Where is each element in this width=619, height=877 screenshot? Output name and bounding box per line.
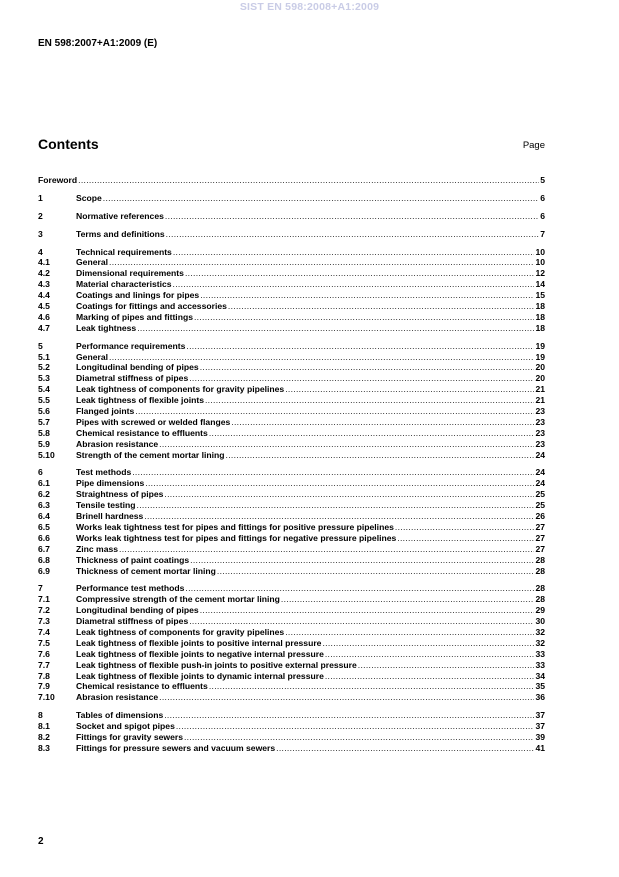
toc-entry-title: Leak tightness of flexible joints (76, 395, 204, 406)
toc-entry-title: General (76, 257, 109, 268)
toc-entry[interactable] (38, 743, 545, 754)
toc-dot-leader (200, 290, 534, 301)
toc-entry-number: 4.6 (38, 311, 50, 322)
toc-entry-page: 37 (535, 721, 545, 732)
toc-entry[interactable] (38, 323, 545, 334)
toc-entry-number: 5.2 (38, 362, 50, 373)
toc-dot-leader (78, 175, 539, 186)
toc-entry-number: 7.7 (38, 659, 50, 670)
toc-entry[interactable] (38, 257, 545, 268)
toc-entry-number: 6.2 (38, 489, 50, 500)
toc-entry-title: Coatings and linings for pipes (76, 290, 200, 301)
toc-entry[interactable] (38, 395, 545, 406)
toc-dot-leader (109, 352, 534, 363)
toc-entry-number: 8.2 (38, 731, 50, 742)
toc-entry-number: 4.3 (38, 279, 50, 290)
toc-dot-leader (166, 229, 540, 240)
toc-dot-leader (164, 489, 534, 500)
toc-entry[interactable] (38, 583, 545, 594)
toc-entry[interactable] (38, 555, 545, 566)
toc-entry[interactable] (38, 279, 545, 290)
toc-entry[interactable] (38, 732, 545, 743)
toc-entry-title: Tensile testing (76, 500, 136, 511)
toc-dot-leader (135, 406, 534, 417)
toc-dot-leader (159, 439, 534, 450)
toc-entry-title: Chemical resistance to effluents (76, 681, 208, 692)
toc-dot-leader (395, 522, 535, 533)
toc-entry[interactable] (38, 175, 545, 186)
toc-entry-number: 6 (38, 467, 43, 478)
toc-dot-leader (397, 533, 534, 544)
toc-entry-title: Pipe dimensions (76, 478, 145, 489)
toc-entry-page: 24 (535, 449, 545, 460)
table-of-contents (38, 175, 545, 754)
toc-entry-title: Zinc mass (76, 543, 119, 554)
toc-entry[interactable] (38, 268, 545, 279)
toc-entry-title: Socket and spigot pipes (76, 721, 175, 732)
toc-dot-leader (228, 301, 535, 312)
toc-entry-number: 5.6 (38, 406, 50, 417)
toc-entry[interactable] (38, 290, 545, 301)
toc-entry-number: 7.9 (38, 681, 50, 692)
toc-entry-number: 5.8 (38, 427, 50, 438)
toc-entry-number: 6.1 (38, 478, 50, 489)
toc-entry-title: Thickness of cement mortar lining (76, 565, 216, 576)
toc-entry-number: 6.6 (38, 532, 50, 543)
toc-dot-leader (176, 721, 535, 732)
toc-dot-leader (325, 649, 535, 660)
toc-dot-leader (103, 193, 539, 204)
toc-entry[interactable] (38, 478, 545, 489)
toc-dot-leader (205, 395, 534, 406)
toc-entry-title: Diametral stiffness of pipes (76, 373, 189, 384)
toc-dot-leader (226, 450, 535, 461)
toc-entry-number: 6.5 (38, 521, 50, 532)
toc-entry-page: 26 (535, 511, 545, 522)
toc-entry-title: Chemical resistance to effluents (76, 427, 208, 438)
toc-entry-page: 27 (535, 543, 545, 554)
toc-entry-page: 27 (535, 521, 545, 532)
toc-entry-page: 14 (535, 279, 545, 290)
toc-entry[interactable] (38, 566, 545, 577)
toc-entry-page: 24 (535, 478, 545, 489)
toc-entry-page: 37 (535, 710, 545, 721)
toc-entry-title: Abrasion resistance (76, 438, 159, 449)
toc-entry[interactable] (38, 692, 545, 703)
toc-entry-title: Flanged joints (76, 406, 135, 417)
toc-entry-page: 32 (535, 626, 545, 637)
toc-entry-title: Brinell hardness (76, 511, 144, 522)
toc-entry-page: 33 (535, 659, 545, 670)
toc-entry-number: 7.1 (38, 594, 50, 605)
toc-entry[interactable] (38, 721, 545, 732)
toc-entry[interactable] (38, 301, 545, 312)
toc-dot-leader (209, 428, 535, 439)
toc-entry[interactable] (38, 312, 545, 323)
toc-dot-leader (173, 279, 535, 290)
toc-entry-title: Fittings for gravity sewers (76, 731, 183, 742)
toc-entry-page: 33 (535, 648, 545, 659)
toc-dot-leader (137, 323, 534, 334)
toc-dot-leader (173, 247, 535, 258)
toc-dot-leader (164, 710, 534, 721)
toc-entry-title: Longitudinal bending of pipes (76, 605, 199, 616)
toc-entry-title: Performance test methods (76, 583, 185, 594)
toc-entry-number: 2 (38, 210, 43, 221)
toc-dot-leader (322, 638, 534, 649)
toc-entry-number: 4.2 (38, 268, 50, 279)
toc-entry[interactable] (38, 247, 545, 258)
toc-dot-leader (231, 417, 534, 428)
toc-entry-title: Normative references (76, 210, 164, 221)
toc-entry-page: 12 (535, 268, 545, 279)
toc-entry[interactable] (38, 406, 545, 417)
toc-entry-title: Abrasion resistance (76, 692, 159, 703)
toc-entry-page: 20 (535, 373, 545, 384)
toc-dot-leader (358, 660, 535, 671)
toc-entry[interactable] (38, 671, 545, 682)
toc-dot-leader (281, 594, 535, 605)
toc-dot-leader (132, 467, 534, 478)
toc-entry-title: Marking of pipes and fittings (76, 311, 193, 322)
toc-entry-page: 7 (540, 228, 545, 239)
toc-entry-page: 35 (535, 681, 545, 692)
toc-dot-leader (119, 544, 534, 555)
page-number: 2 (38, 836, 44, 847)
toc-entry-number: 5.10 (38, 449, 55, 460)
toc-entry[interactable] (38, 594, 545, 605)
toc-entry-title: Scope (76, 192, 102, 203)
toc-entry[interactable] (38, 229, 545, 240)
toc-entry-page: 23 (535, 406, 545, 417)
toc-entry[interactable] (38, 439, 545, 450)
toc-entry-number: 7.3 (38, 616, 50, 627)
toc-entry-title: Material characteristics (76, 279, 172, 290)
toc-entry-page: 28 (535, 594, 545, 605)
toc-entry-title: Thickness of paint coatings (76, 554, 190, 565)
toc-dot-leader (159, 692, 534, 703)
toc-entry-page: 23 (535, 416, 545, 427)
toc-entry-number: 4.4 (38, 290, 50, 301)
toc-entry-title: General (76, 351, 109, 362)
toc-entry[interactable] (38, 638, 545, 649)
toc-entry-number: 7.6 (38, 648, 50, 659)
toc-dot-leader (200, 362, 535, 373)
toc-entry-page: 25 (535, 500, 545, 511)
toc-entry[interactable] (38, 373, 545, 384)
toc-entry[interactable] (38, 467, 545, 478)
toc-dot-leader (325, 671, 535, 682)
toc-entry-title: Longitudinal bending of pipes (76, 362, 199, 373)
toc-entry-title: Compressive strength of the cement mortar lining (76, 594, 280, 605)
toc-entry[interactable] (38, 627, 545, 638)
toc-entry-number: 1 (38, 192, 43, 203)
toc-entry-number: 4.5 (38, 301, 50, 312)
toc-entry-page: 21 (535, 395, 545, 406)
toc-entry-number: 5.7 (38, 416, 50, 427)
toc-entry-number: 6.3 (38, 500, 50, 511)
toc-entry[interactable] (38, 616, 545, 627)
toc-entry-page: 23 (535, 438, 545, 449)
toc-entry-page: 39 (535, 731, 545, 742)
toc-dot-leader (185, 583, 534, 594)
toc-dot-leader (185, 268, 535, 279)
toc-entry-page: 19 (535, 340, 545, 351)
toc-entry-number: 8.1 (38, 721, 50, 732)
toc-entry[interactable] (38, 193, 545, 204)
toc-entry-number: 4.1 (38, 257, 50, 268)
toc-entry-number: 5.3 (38, 373, 50, 384)
toc-entry[interactable] (38, 605, 545, 616)
toc-dot-leader (217, 566, 535, 577)
toc-entry-title: Works leak tightness test for pipes and fittings for positive pressure pipelines (76, 521, 394, 532)
document-header: EN 598:2007+A1:2009 (E) (38, 38, 158, 49)
toc-entry-page: 6 (540, 210, 545, 221)
toc-entry-page: 18 (535, 301, 545, 312)
toc-entry-page: 36 (535, 692, 545, 703)
toc-entry-title: Leak tightness of flexible joints to dynamic internal pressure (76, 670, 324, 681)
toc-entry-title: Works leak tightness test for pipes and fittings for negative pressure pipelines (76, 532, 397, 543)
toc-entry-title: Leak tightness of flexible push-in joints to positive external pressure (76, 659, 357, 670)
toc-entry-title: Terms and definitions (76, 228, 165, 239)
toc-entry-title: Diametral stiffness of pipes (76, 616, 189, 627)
toc-dot-leader (285, 627, 534, 638)
toc-entry-title: Tables of dimensions (76, 710, 164, 721)
toc-entry-title: Fittings for pressure sewers and vacuum sewers (76, 742, 276, 753)
toc-entry[interactable] (38, 660, 545, 671)
toc-entry-title: Straightness of pipes (76, 489, 164, 500)
toc-entry[interactable] (38, 428, 545, 439)
toc-entry-number: 6.7 (38, 543, 50, 554)
toc-entry-page: 6 (540, 192, 545, 203)
toc-entry[interactable] (38, 544, 545, 555)
toc-entry-title: Strength of the cement mortar lining (76, 449, 225, 460)
toc-entry-page: 19 (535, 351, 545, 362)
toc-entry[interactable] (38, 710, 545, 721)
toc-dot-leader (190, 555, 534, 566)
toc-entry-title: Technical requirements (76, 246, 172, 257)
toc-entry-title: Leak tightness (76, 322, 137, 333)
toc-entry[interactable] (38, 450, 545, 461)
toc-dot-leader (189, 373, 534, 384)
toc-entry-title: Leak tightness of flexible joints to negative internal pressure (76, 648, 324, 659)
toc-entry-page: 21 (535, 384, 545, 395)
toc-entry[interactable] (38, 417, 545, 428)
toc-entry-title: Coatings for fittings and accessories (76, 301, 227, 312)
toc-entry-title: Dimensional requirements (76, 268, 184, 279)
toc-entry-page: 18 (535, 322, 545, 333)
toc-dot-leader (184, 732, 534, 743)
toc-entry-page: 15 (535, 290, 545, 301)
toc-entry-title: Leak tightness of components for gravity pipelines (76, 384, 285, 395)
toc-entry-number: 7.2 (38, 605, 50, 616)
toc-dot-leader (209, 681, 535, 692)
toc-entry-number: 5.4 (38, 384, 50, 395)
toc-entry-page: 30 (535, 616, 545, 627)
toc-entry-number: 8 (38, 710, 43, 721)
toc-entry-page: 23 (535, 427, 545, 438)
toc-entry-number: 7 (38, 583, 43, 594)
toc-entry-title: Leak tightness of flexible joints to positive internal pressure (76, 637, 322, 648)
toc-entry-page: 28 (535, 565, 545, 576)
toc-entry-page: 5 (540, 175, 545, 185)
toc-entry[interactable] (38, 533, 545, 544)
toc-entry-page: 29 (535, 605, 545, 616)
toc-entry-title: Pipes with screwed or welded flanges (76, 416, 231, 427)
toc-entry-number: 5.1 (38, 351, 50, 362)
toc-entry-page: 10 (535, 246, 545, 257)
toc-entry[interactable] (38, 511, 545, 522)
toc-entry[interactable] (38, 211, 545, 222)
watermark: SIST EN 598:2008+A1:2009 (239, 1, 380, 13)
toc-entry-page: 28 (535, 554, 545, 565)
toc-entry[interactable] (38, 384, 545, 395)
toc-dot-leader (285, 384, 534, 395)
toc-entry[interactable] (38, 362, 545, 373)
toc-entry-title: Test methods (76, 467, 132, 478)
toc-entry-number: 6.9 (38, 565, 50, 576)
toc-entry-number: 6.8 (38, 554, 50, 565)
toc-entry-number: 3 (38, 228, 43, 239)
toc-entry-number: 4 (38, 246, 43, 257)
toc-entry-number: 5 (38, 340, 43, 351)
toc-dot-leader (109, 257, 534, 268)
toc-entry-number: 7.8 (38, 670, 50, 681)
toc-entry[interactable] (38, 500, 545, 511)
toc-entry[interactable] (38, 489, 545, 500)
toc-entry[interactable] (38, 681, 545, 692)
toc-entry-number: 7.4 (38, 626, 50, 637)
toc-entry-page: 24 (535, 467, 545, 478)
toc-entry-number: 4.7 (38, 322, 50, 333)
toc-entry-title: Leak tightness of components for gravity pipelines (76, 626, 285, 637)
toc-dot-leader (144, 511, 534, 522)
toc-dot-leader (200, 605, 535, 616)
toc-entry-number: 8.3 (38, 742, 50, 753)
toc-dot-leader (137, 500, 535, 511)
page-column-label: Page (522, 140, 545, 151)
toc-entry[interactable] (38, 352, 545, 363)
toc-entry-page: 25 (535, 489, 545, 500)
toc-dot-leader (189, 616, 534, 627)
toc-entry-page: 18 (535, 311, 545, 322)
toc-entry[interactable] (38, 649, 545, 660)
toc-entry-page: 34 (535, 670, 545, 681)
toc-dot-leader (194, 312, 534, 323)
toc-entry-page: 41 (535, 742, 545, 753)
toc-dot-leader (145, 478, 534, 489)
contents-title: Contents (38, 136, 99, 152)
toc-entry-page: 10 (535, 257, 545, 268)
toc-entry[interactable] (38, 522, 545, 533)
toc-entry[interactable] (38, 341, 545, 352)
toc-entry-number: 5.5 (38, 395, 50, 406)
toc-entry-title: Foreword (38, 175, 78, 185)
toc-dot-leader (165, 211, 539, 222)
toc-dot-leader (186, 341, 534, 352)
toc-entry-page: 32 (535, 637, 545, 648)
toc-entry-number: 6.4 (38, 511, 50, 522)
toc-entry-title: Performance requirements (76, 340, 186, 351)
toc-entry-page: 28 (535, 583, 545, 594)
toc-entry-page: 20 (535, 362, 545, 373)
toc-entry-number: 7.5 (38, 637, 50, 648)
toc-entry-number: 7.10 (38, 692, 55, 703)
toc-entry-page: 27 (535, 532, 545, 543)
toc-dot-leader (276, 743, 534, 754)
toc-entry-number: 5.9 (38, 438, 50, 449)
